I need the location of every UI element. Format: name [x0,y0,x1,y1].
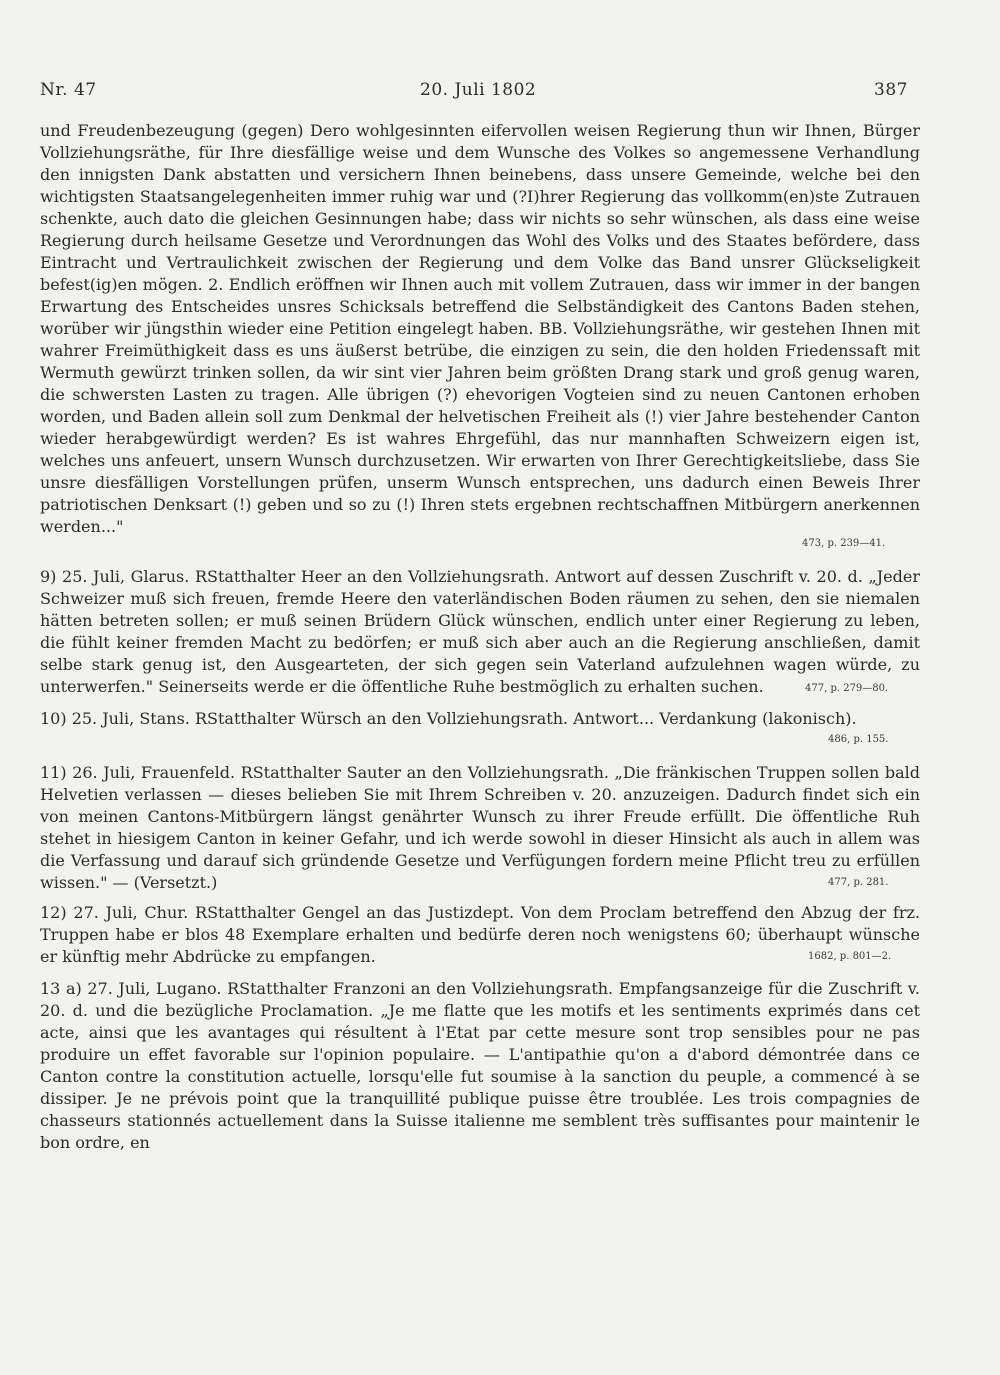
entry-12 [40,902,920,968]
source-reference: 477, p. 279—80. [805,683,889,694]
entry-11 [40,762,920,894]
entry-10 [40,708,920,730]
page-number: 387 [874,80,908,100]
paragraph-text: 9) 25. Juli, Glarus. RStatthalter Heer an den Vollziehungsrath. Antwort auf dessen Zuschrift v. 20. d. „Jeder Schweizer muß sich freuen, fremde Heere den vaterländischen Boden räumen zu sehen, den sie niemalen hätten betreten sollen; er muß seinen Brüdern Glück wünschen, endlich unter einer Regierung zu leben, die fühlt keiner fremden Macht zu bedörfen; er muß sich aber auch an die Regierung anschließen, damit selbe stark genug ist, den Ausgearteten, der sich gegen sein Vaterland aufzulehnen wagen würde, zu unterwerfen." Seinerseits werde er die öffentliche Ruhe bestmöglich zu erhalten suchen. [40,567,920,696]
entry-9 [40,566,920,698]
paragraph-text: 12) 27. Juli, Chur. RStatthalter Gengel an das Justizdept. Von dem Proclam betreffend den Abzug der frz. Truppen habe er blos 48 Exemplare erhalten und bedürfe deren noch wenigstens 60; überhaupt wünsche er künftig mehr Abdrücke zu empfangen. [40,903,920,966]
entry-13a [40,978,920,1154]
paragraph-text: und Freudenbezeugung (gegen) Dero wohlgesinnten eifervollen weisen Regierung thun wir Ihnen, Bürger Vollziehungsräthe, für Ihre diesfällige weise und dem Wunsche des Volkes so angemessene Verhandlung den innigsten Dank abstatten und versichern Ihnen beinebens, dass unsere Gemeinde, welche bei den wichtigsten Staatsangelegenheiten immer ruhig war und (?I)hrer Regierung das vollkomm(en)ste Zutrauen schenkte, auch dato die gleichen Gesinnungen habe; dass wir nichts so sehr wünschen, als dass eine weise Regierung durch heilsame Gesetze und Verordnungen das Wohl des Volks und des Staates befördere, dass Eintracht und Vertraulichkeit zwischen der Regierung und dem Volke das Band unsrer Glückseligkeit befest(ig)en mögen. 2. Endlich eröffnen wir Ihnen auch mit vollem Zutrauen, dass wir immer in der bangen Erwartung des Entscheides unsres Schicksals betreffend die Selbständigkeit des Cantons Baden stehen, worüber wir jüngsthin wieder eine Petition eingelegt haben. BB. Vollziehungsräthe, wir gestehen Ihnen mit wahrer Freimüthigkeit dass es uns äußerst betrübe, die einzigen zu sein, die den holden Friedenssaft mit Wermuth gewürzt trinken sollen, da wir sint vier Jahren beim größten Drang stark und groß genug waren, die schwersten Lasten zu tragen. Alle übrigen (?) ehevorigen Vogteien sind zu neuen Cantonen erhoben worden, und Baden allein soll zum Denkmal der helvetischen Freiheit als (!) vier Jahre bestehender Canton wieder herabgewürdigt werden? Es ist wahres Ehrgefühl, das nur mannhaften Schweizern eigen ist, welches uns anfeuert, unsern Wunsch durchzusetzen. Wir erwarten von Ihrer Gerechtigkeitsliebe, dass Sie unsre diesfälligen Vorstellungen prüfen, unserm Wunsch entsprechen, uns dadurch einen Beweis Ihrer patriotischen Denksart (!) geben und so zu (!) Ihren stets ergebnen rechtschaffnen Mitbürgern anerkennen werden..." [40,121,920,536]
document-number: Nr. 47 [40,80,97,100]
source-reference: 477, p. 281. [828,877,889,888]
document-date: 20. Juli 1802 [420,80,537,100]
page-header [40,80,908,110]
paragraph-text: 10) 25. Juli, Stans. RStatthalter Würsch an den Vollziehungsrath. Antwort... Verdankung (lakonisch). [40,709,857,728]
source-reference: 473, p. 239—41. [802,538,886,549]
source-reference: 1682, p. 801—2. [808,951,892,962]
paragraph-text: 11) 26. Juli, Frauenfeld. RStatthalter Sauter an den Vollziehungsrath. „Die fränkischen Truppen sollen bald Helvetien verlassen — dieses belieben Sie mit Ihrem Schreiben v. 20. anzuzeigen. Dadurch findet sich ein von meinen Cantons-Mitbürgern längst genährter Wunsch zu ihrer Freude erfüllt. Die öffentliche Ruh stehet in hiesigem Canton in keiner Gefahr, und ich werde sowohl in dieser Hinsicht als auch in allem was die Verfassung und darauf sich gründende Gesetze und Verfügungen fordern meine Pflicht treu zu erfüllen wissen." — (Versetzt.) [40,763,920,892]
source-reference: 486, p. 155. [828,734,889,745]
paragraph-continuation [40,120,920,538]
paragraph-text: 13 a) 27. Juli, Lugano. RStatthalter Franzoni an den Vollziehungsrath. Empfangsanzeige für die Zuschrift v. 20. d. und die bezügliche Proclamation. „Je me flatte que les motifs et les sentiments exprimés dans cet acte, ainsi que les avantages qui résultent à l'Etat par cette mesure sont trop sensibles pour ne pas produire un effet favorable sur l'opinion populaire. — L'antipathie qu'on a d'abord démontrée dans ce Canton contre la constitution actuelle, lorsqu'elle fut soumise à la sanction du peuple, a commencé à se dissiper. Je ne prévois point que la tranquillité publique puisse être troublée. Les trois compagnies de chasseurs stationnés actuellement dans la Suisse italienne me semblent très suffisantes pour maintenir le bon ordre, en [40,979,920,1152]
